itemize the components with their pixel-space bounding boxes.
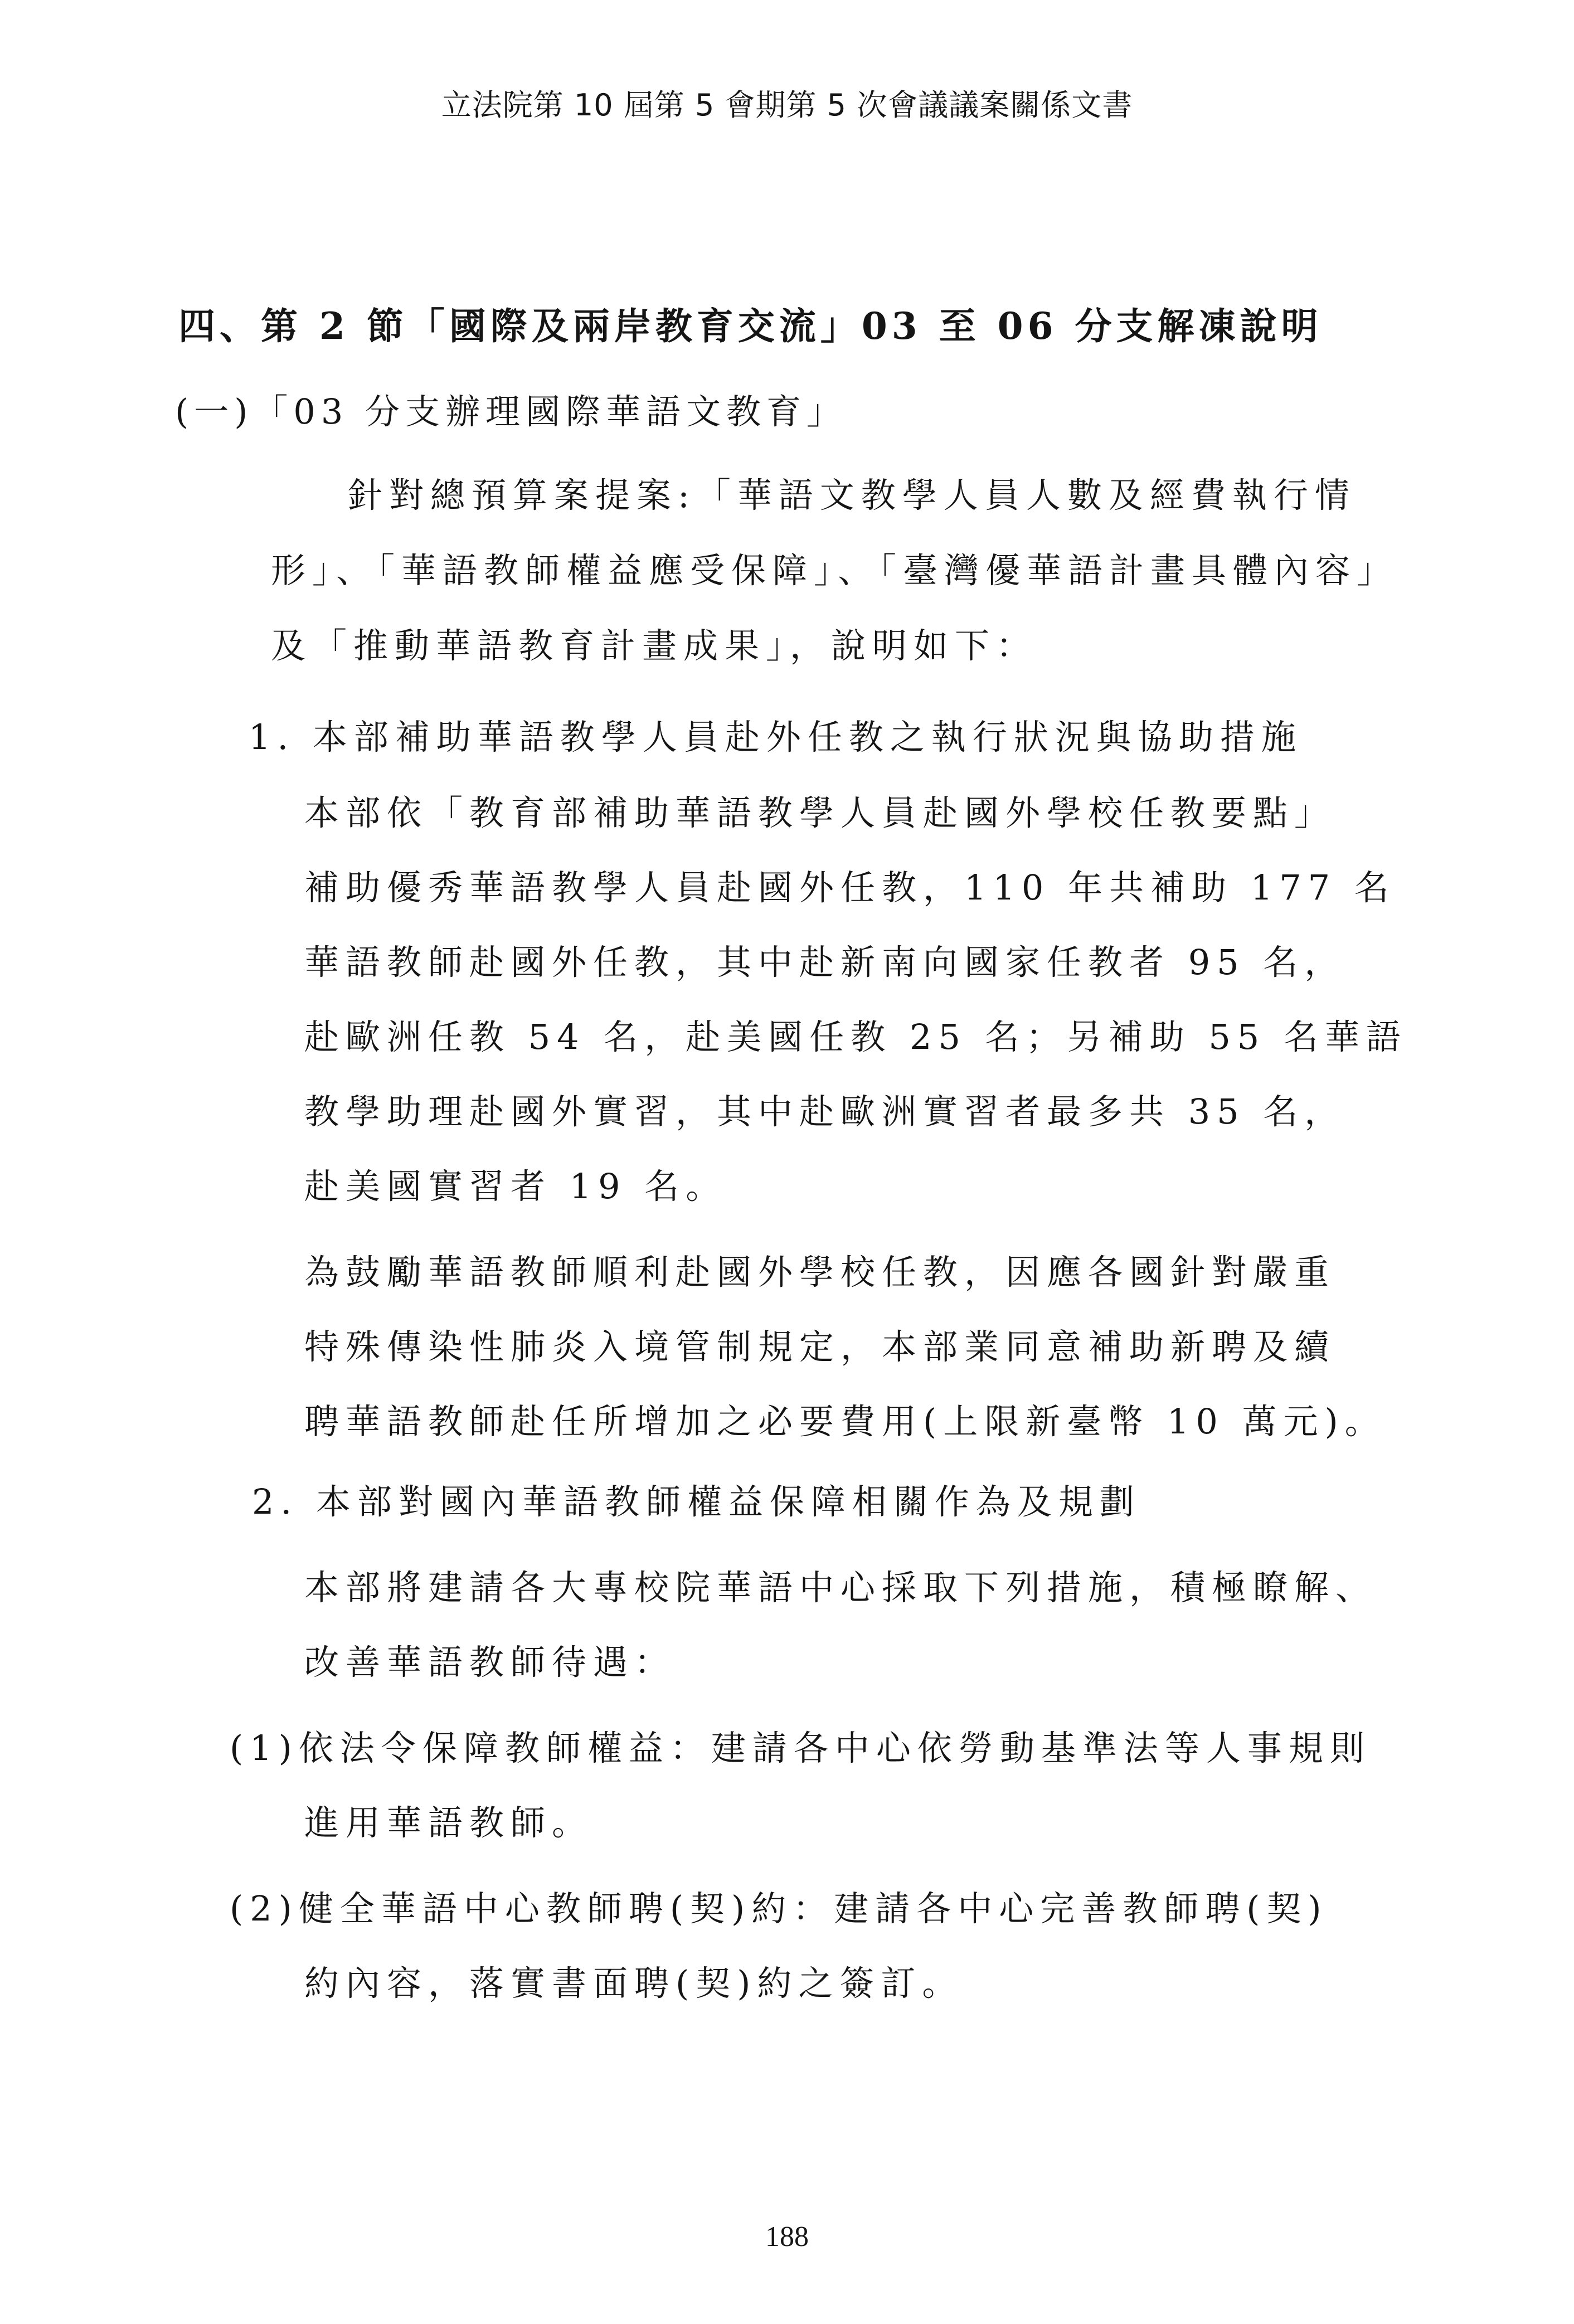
item-1-para-1-line-3: 華語教師赴國外任教，其中赴新南向國家任教者 95 名， bbox=[304, 942, 1346, 983]
section-title: 四、第 2 節「國際及兩岸教育交流」03 至 06 分支解凍說明 bbox=[178, 304, 1323, 348]
item-2-para-1-line-2: 改善華語教師待遇： bbox=[304, 1642, 676, 1683]
intro-line-1: 針對總預算案提案:「華語文教學人員人數及經費執行情 bbox=[348, 475, 1356, 516]
item-1-para-1-line-4: 赴歐洲任教 54 名，赴美國任教 25 名；另補助 55 名華語 bbox=[304, 1017, 1407, 1057]
item-2-heading: 2. 本部對國內華語教師權益保障相關作為及規劃 bbox=[252, 1481, 1141, 1522]
item-2-sub-2-line-2: 約內容，落實書面聘(契)約之簽訂。 bbox=[304, 1963, 964, 2004]
item-1-para-1-line-2: 補助優秀華語教學人員赴國外任教，110 年共補助 177 名 bbox=[304, 867, 1396, 908]
intro-line-2: 形」、「華語教師權益應受保障」、「臺灣優華語計畫具體內容」 bbox=[271, 550, 1398, 591]
item-1-para-1-line-6: 赴美國實習者 19 名。 bbox=[304, 1166, 727, 1207]
item-2-sub-1-line-1: (1)依法令保障教師權益：建請各中心依勞動基準法等人事規則 bbox=[230, 1728, 1371, 1768]
item-1-para-2-line-2: 特殊傳染性肺炎入境管制規定，本部業同意補助新聘及續 bbox=[304, 1326, 1336, 1367]
intro-line-3: 及「推動華語教育計畫成果」，說明如下： bbox=[271, 625, 1038, 666]
subsection-title: (一)「03 分支辦理國際華語文教育」 bbox=[175, 391, 847, 432]
item-2-sub-1-line-2: 進用華語教師。 bbox=[304, 1802, 594, 1843]
item-1-heading: 1. 本部補助華語教學人員赴外任教之執行狀況與協助措施 bbox=[249, 717, 1303, 757]
document-header: 立法院第 10 屆第 5 會期第 5 次會議議案關係文書 bbox=[441, 87, 1133, 123]
item-1-para-1-line-5: 教學助理赴國外實習，其中赴歐洲實習者最多共 35 名， bbox=[304, 1091, 1346, 1132]
item-2-para-1-line-1: 本部將建請各大專校院華語中心採取下列措施，積極瞭解、 bbox=[304, 1567, 1377, 1608]
item-1-para-2-line-3: 聘華語教師赴任所增加之必要費用(上限新臺幣 10 萬元)。 bbox=[304, 1401, 1386, 1442]
item-2-sub-2-line-1: (2)健全華語中心教師聘(契)約：建請各中心完善教師聘(契) bbox=[230, 1888, 1328, 1929]
item-1-para-2-line-1: 為鼓勵華語教師順利赴國外學校任教，因應各國針對嚴重 bbox=[304, 1252, 1336, 1292]
item-1-para-1-line-1: 本部依「教育部補助華語教學人員赴國外學校任教要點」 bbox=[304, 793, 1336, 833]
page-number: 188 bbox=[765, 2221, 809, 2253]
